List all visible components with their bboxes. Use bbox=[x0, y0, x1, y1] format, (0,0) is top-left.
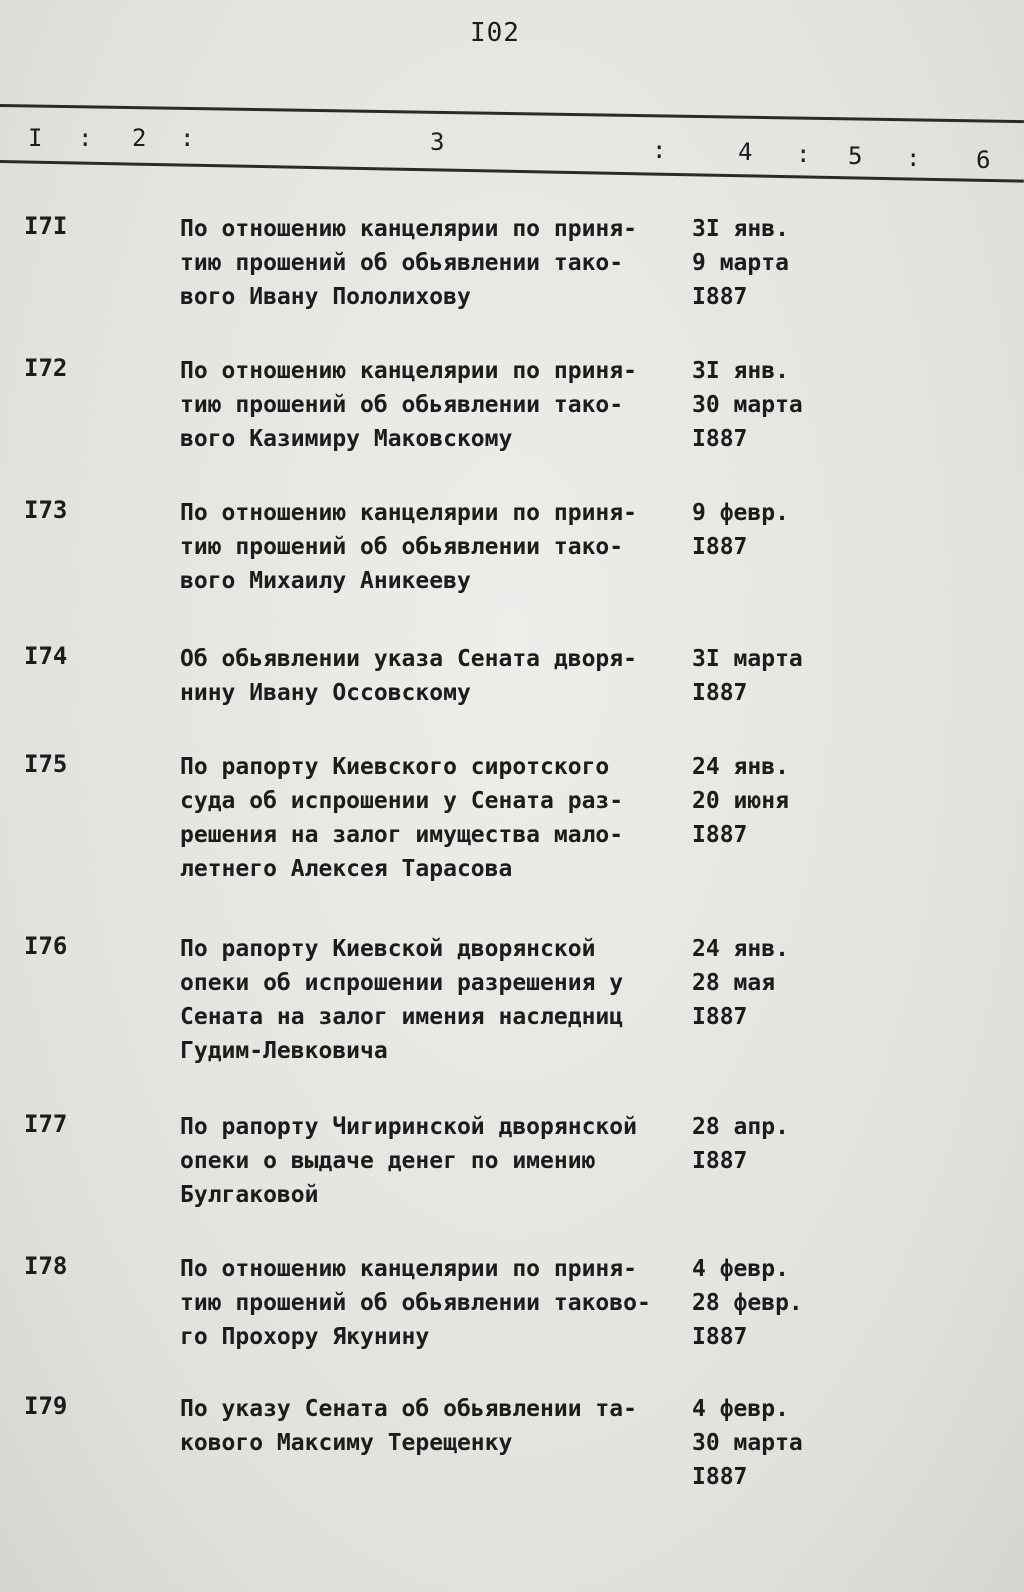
entry-dates: 9 февр. I887 bbox=[692, 500, 789, 560]
entry-description: По рапорту Киевской дворянской опеки об испрошении разрешения у Сената на залог имения наследниц Гудим-Левковича bbox=[180, 936, 624, 1064]
entry-description: По отношению канцелярии по приня- тию прошений об обьявлении тако- вого Казимиру Маковскому bbox=[180, 358, 637, 452]
entry-number: I78 bbox=[24, 1252, 68, 1280]
entry-description: Об обьявлении указа Сената дворя- нину Ивану Оссовскому bbox=[180, 646, 637, 706]
column-separator: : bbox=[796, 140, 811, 168]
entry-number: I74 bbox=[24, 642, 68, 670]
column-header-6: 6 bbox=[976, 146, 991, 174]
entry-description: По отношению канцелярии по приня- тию прошений об обьявлении тако- вого Ивану Пололихову bbox=[180, 216, 637, 310]
column-header-3: 3 bbox=[430, 128, 445, 156]
entry-description: По рапорту Киевского сиротского суда об испрошении у Сената раз- решения на залог имущества мало- летнего Алексея Тарасова bbox=[180, 754, 624, 882]
entry-dates: 24 янв. 28 мая I887 bbox=[692, 936, 789, 1030]
entry-number: I73 bbox=[24, 496, 68, 524]
entry-number: I75 bbox=[24, 750, 68, 778]
column-separator: : bbox=[180, 124, 195, 152]
page-number: I02 bbox=[470, 18, 520, 48]
entry-dates: 28 апр. I887 bbox=[692, 1114, 789, 1174]
entry-number: I76 bbox=[24, 932, 68, 960]
entry-description: По указу Сената об обьявлении та- кового Максиму Терещенку bbox=[180, 1396, 637, 1456]
header-rule-bottom bbox=[0, 160, 1024, 183]
entry-dates: 24 янв. 20 июня I887 bbox=[692, 754, 789, 848]
column-separator: : bbox=[78, 124, 93, 152]
entry-description: По отношению канцелярии по приня- тию прошений об обьявлении тако- вого Михаилу Аникееву bbox=[180, 500, 637, 594]
column-header-4: 4 bbox=[738, 138, 753, 166]
entry-dates: 3I янв. 9 марта I887 bbox=[692, 216, 789, 310]
column-header-1: I bbox=[28, 124, 43, 152]
column-separator: : bbox=[906, 144, 921, 172]
entry-description: По рапорту Чигиринской дворянской опеки о выдаче денег по имению Булгаковой bbox=[180, 1114, 637, 1208]
entry-number: I77 bbox=[24, 1110, 68, 1138]
entry-description: По отношению канцелярии по приня- тию прошений об обьявлении таково- го Прохору Якунину bbox=[180, 1256, 651, 1350]
entry-dates: 3I марта I887 bbox=[692, 646, 803, 706]
column-header-5: 5 bbox=[848, 142, 863, 170]
column-header-2: 2 bbox=[132, 124, 147, 152]
entry-number: I79 bbox=[24, 1392, 68, 1420]
entry-dates: 4 февр. 30 марта I887 bbox=[692, 1396, 803, 1490]
column-separator: : bbox=[652, 136, 667, 164]
header-rule-top bbox=[0, 104, 1024, 123]
entry-dates: 4 февр. 28 февр. I887 bbox=[692, 1256, 803, 1350]
entry-number: I72 bbox=[24, 354, 68, 382]
entry-dates: 3I янв. 30 марта I887 bbox=[692, 358, 803, 452]
entry-number: I7I bbox=[24, 212, 68, 240]
